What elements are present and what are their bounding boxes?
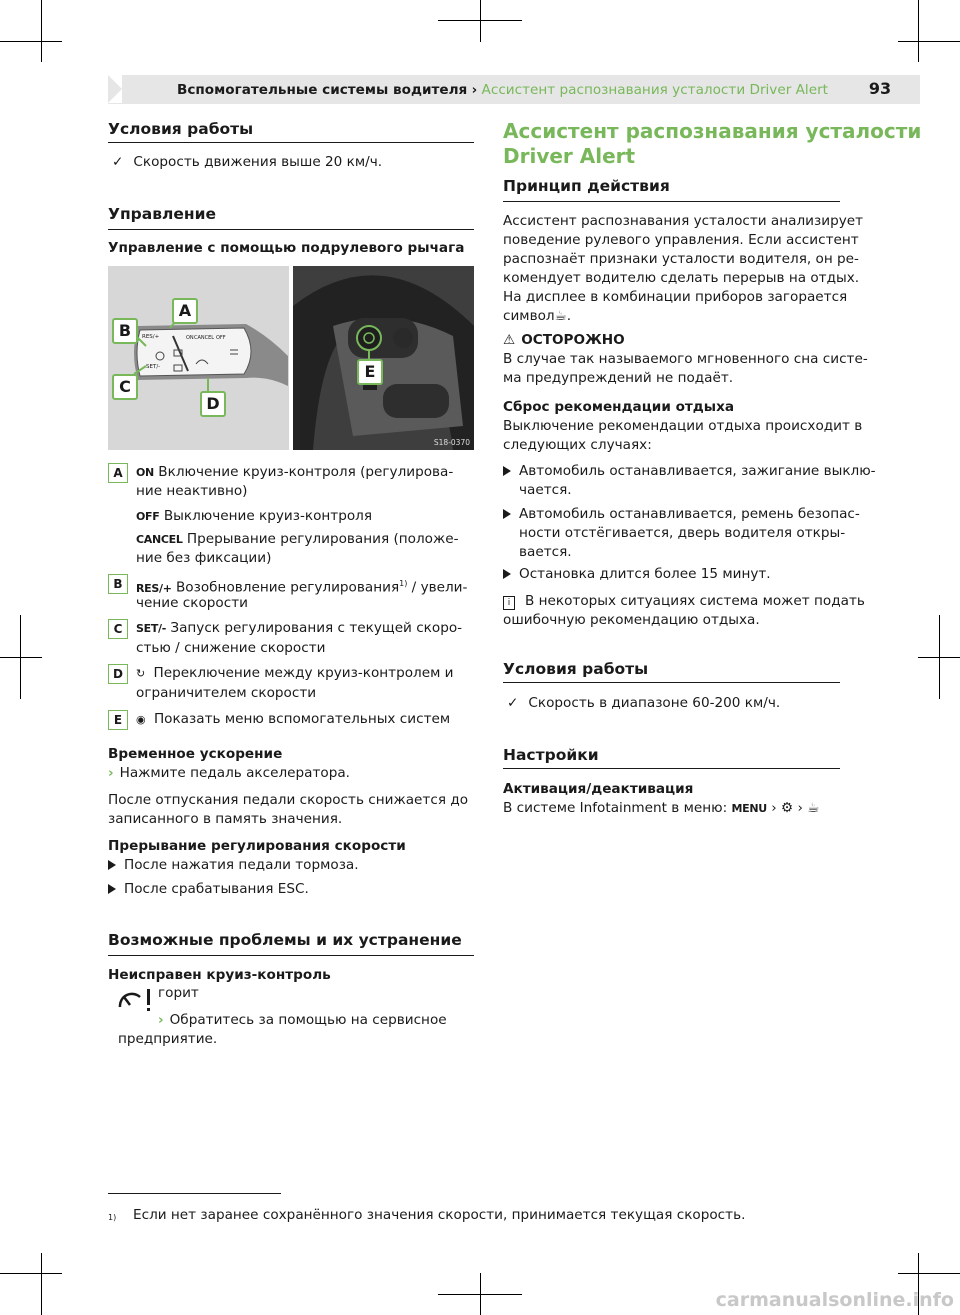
fault-action-line1: › Обратитесь за помощью на сервисное bbox=[158, 1012, 447, 1028]
warning-line: ма предупреждений не подаёт. bbox=[503, 370, 734, 386]
legend-key-e: E bbox=[108, 710, 128, 730]
footnote-rule bbox=[108, 1193, 281, 1194]
driver-assist-icon: ⚙ bbox=[781, 800, 794, 816]
note-line-2: ошибочную рекомендацию отдыха. bbox=[503, 612, 760, 628]
footnote-mark: 1) bbox=[108, 1213, 117, 1222]
reset-item-cont: чается. bbox=[519, 482, 572, 498]
legend-key-c: C bbox=[108, 619, 128, 639]
temp-accel-heading: Временное ускорение bbox=[108, 746, 283, 762]
callout-e: E bbox=[357, 359, 383, 385]
reset-item-cont: вается. bbox=[519, 544, 572, 560]
page-number: 93 bbox=[868, 79, 892, 98]
legend-d-line2: ограничителем скорости bbox=[136, 685, 317, 701]
crop-mark bbox=[0, 657, 42, 658]
step-arrow-icon: › bbox=[158, 1012, 164, 1028]
crop-mark bbox=[480, 0, 481, 42]
legend-key-d: D bbox=[108, 664, 128, 684]
main-title-line2: Driver Alert bbox=[503, 144, 636, 168]
crop-mark bbox=[480, 1273, 481, 1315]
principle-line: Ассистент распознавания усталости анализирует bbox=[503, 213, 864, 229]
nav-separator: › bbox=[771, 800, 777, 816]
legend-off: OFF Выключение круиз-контроля bbox=[136, 507, 372, 527]
legend-cancel-line2: ние без фиксации) bbox=[136, 550, 272, 566]
bullet-triangle-icon bbox=[503, 466, 511, 476]
interrupt-item: После срабатывания ESC. bbox=[108, 880, 309, 900]
settings-heading: Настройки bbox=[503, 746, 599, 764]
set-symbol: SET/- bbox=[136, 622, 167, 635]
interrupt-item: После нажатия педали тормоза. bbox=[108, 856, 359, 876]
temp-accel-text-2: записанного в память значения. bbox=[108, 811, 343, 827]
interrupt-heading: Прерывание регулирования скорости bbox=[108, 838, 406, 854]
fault-state: горит bbox=[158, 985, 199, 1001]
principle-line-last: символ☕. bbox=[503, 308, 572, 324]
crop-mark bbox=[20, 615, 21, 699]
conditions-heading: Условия работы bbox=[108, 120, 254, 138]
legend-c-line1: SET/- Запуск регулирования с текущей скоро- bbox=[136, 619, 462, 639]
principle-line: поведение рулевого управления. Если ассистент bbox=[503, 232, 859, 248]
legend-cancel-line1: CANCEL Прерывание регулирования (положе- bbox=[136, 530, 459, 550]
warning-line: В случае так называемого мгновенного сна систе- bbox=[503, 351, 868, 367]
heading-rule bbox=[108, 229, 474, 230]
principle-line: комендует водителю сделать перерыв на отдых. bbox=[503, 270, 860, 286]
header-subsection: Ассистент распознавания усталости Driver Alert bbox=[481, 82, 828, 98]
coffee-cup-icon: ☕ bbox=[807, 800, 820, 816]
activation-text: В системе Infotainment в меню: MENU › ⚙ › ☕ bbox=[503, 799, 819, 819]
reset-line: следующих случаях: bbox=[503, 437, 652, 453]
callout-c: C bbox=[112, 374, 138, 400]
callout-a: A bbox=[172, 298, 198, 324]
fault-heading: Неисправен круиз-контроль bbox=[108, 967, 331, 983]
temp-accel-step: › Нажмите педаль акселератора. bbox=[108, 765, 351, 781]
legend-a-line2: ние неактивно) bbox=[136, 483, 248, 499]
problems-heading: Возможные проблемы и их устранение bbox=[108, 931, 462, 949]
lever-label-cancel: CANCEL bbox=[194, 335, 215, 341]
header-separator: › bbox=[471, 82, 478, 98]
legend-a-line1: ON Включение круиз-контроля (регулирова- bbox=[136, 463, 453, 483]
lever-label-set: SET/- bbox=[146, 364, 161, 370]
on-symbol: ON bbox=[136, 466, 154, 479]
crop-mark bbox=[918, 0, 919, 62]
nav-separator: › bbox=[797, 800, 803, 816]
reset-item: Остановка длится более 15 минут. bbox=[503, 565, 771, 585]
temp-accel-text-1: После отпускания педали скорость снижается до bbox=[108, 792, 469, 808]
menu-symbol: MENU bbox=[731, 802, 767, 815]
bullet-triangle-icon bbox=[108, 884, 116, 894]
bullet-triangle-icon bbox=[108, 860, 116, 870]
principle-line: распознаёт признаки усталости водителя, он ре- bbox=[503, 251, 859, 267]
principle-line: На дисплее в комбинации приборов загорается bbox=[503, 289, 848, 305]
warning-triangle-icon: ⚠ bbox=[503, 332, 516, 348]
lever-label-off: OFF bbox=[216, 335, 226, 341]
reset-item-cont: ности отстёгивается, дверь водителя откры- bbox=[519, 525, 846, 541]
info-icon: i bbox=[503, 596, 515, 610]
warning-heading: ⚠ ОСТОРОЖНО bbox=[503, 332, 625, 348]
footnote-text: Если нет заранее сохранённого значения скорости, принимается текущая скорость. bbox=[133, 1207, 746, 1223]
off-symbol: OFF bbox=[136, 510, 160, 523]
header-breadcrumb bbox=[177, 82, 828, 98]
reset-heading: Сброс рекомендации отдыха bbox=[503, 399, 735, 415]
conditions-heading-right: Условия работы bbox=[503, 660, 649, 678]
figure-steering-wheel bbox=[293, 266, 474, 450]
crop-mark bbox=[898, 41, 960, 42]
crop-mark bbox=[0, 41, 62, 42]
checkmark-icon: ✓ bbox=[507, 695, 519, 711]
heading-rule bbox=[108, 142, 474, 143]
steering-wheel-illustration bbox=[293, 266, 474, 450]
coffee-cup-icon: ☕. bbox=[554, 308, 572, 324]
reset-line: Выключение рекомендации отдыха происходит в bbox=[503, 418, 863, 434]
crop-mark bbox=[41, 0, 42, 62]
note-line-1: i В некоторых ситуациях система может подать bbox=[503, 592, 865, 612]
callout-b: B bbox=[112, 318, 138, 344]
activation-heading: Активация/деактивация bbox=[503, 781, 694, 797]
legend-d-line1: ↻ Переключение между круиз-контролем и bbox=[136, 665, 454, 681]
legend-key-b: B bbox=[108, 574, 128, 594]
legend-key-a: A bbox=[108, 463, 128, 483]
cruise-fault-warning-icon bbox=[114, 985, 154, 1015]
legend-b-line2: чение скорости bbox=[136, 595, 248, 611]
cancel-symbol: CANCEL bbox=[136, 533, 183, 546]
step-arrow-icon: › bbox=[108, 765, 114, 781]
footnote-ref: 1) bbox=[399, 579, 408, 588]
checkmark-icon: ✓ bbox=[112, 154, 124, 170]
reset-item: Автомобиль останавливается, зажигание выклю- bbox=[503, 462, 876, 482]
header-section: Вспомогательные системы водителя bbox=[177, 82, 468, 98]
callout-d: D bbox=[200, 391, 226, 417]
crop-mark bbox=[0, 1273, 62, 1274]
main-title-line1: Ассистент распознавания усталости bbox=[503, 119, 922, 143]
heading-rule bbox=[503, 768, 840, 769]
legend-c-line2: стью / снижение скорости bbox=[136, 640, 326, 656]
conditions-item-right: ✓ Скорость в диапазоне 60-200 км/ч. bbox=[507, 695, 781, 711]
legend-e-line1: ◉ Показать меню вспомогательных систем bbox=[136, 711, 451, 727]
bullet-triangle-icon bbox=[503, 509, 511, 519]
lever-illustration bbox=[108, 266, 289, 450]
crop-mark bbox=[898, 1273, 960, 1274]
crop-mark bbox=[939, 615, 940, 699]
figure-lever bbox=[108, 266, 289, 450]
header-notch bbox=[108, 75, 122, 103]
watermark: carmanualsonline.info bbox=[715, 1289, 954, 1311]
cruise-limiter-icon: ↻ bbox=[136, 667, 146, 680]
heading-rule bbox=[503, 201, 840, 202]
crop-mark bbox=[41, 1253, 42, 1315]
control-subheading: Управление с помощью подрулевого рычага bbox=[108, 240, 465, 256]
control-heading: Управление bbox=[108, 205, 216, 223]
fault-action-line2: предприятие. bbox=[118, 1031, 218, 1047]
reset-item: Автомобиль останавливается, ремень безопас- bbox=[503, 505, 860, 525]
figure-code: S18-0370 bbox=[433, 438, 470, 447]
principle-heading: Принцип действия bbox=[503, 177, 670, 195]
bullet-triangle-icon bbox=[503, 569, 511, 579]
lever-label-on: ON bbox=[186, 335, 194, 341]
heading-rule bbox=[108, 955, 474, 956]
lever-label-res: RES/+ bbox=[142, 334, 160, 340]
heading-rule bbox=[503, 682, 840, 683]
assist-menu-icon: ◉ bbox=[136, 713, 146, 726]
res-symbol: RES/+ bbox=[136, 581, 172, 595]
conditions-item: ✓ Скорость движения выше 20 км/ч. bbox=[112, 154, 383, 170]
legend-b-line1: RES/+ Возобновление регулирования$^{1)}$ / увели- bbox=[136, 574, 467, 598]
